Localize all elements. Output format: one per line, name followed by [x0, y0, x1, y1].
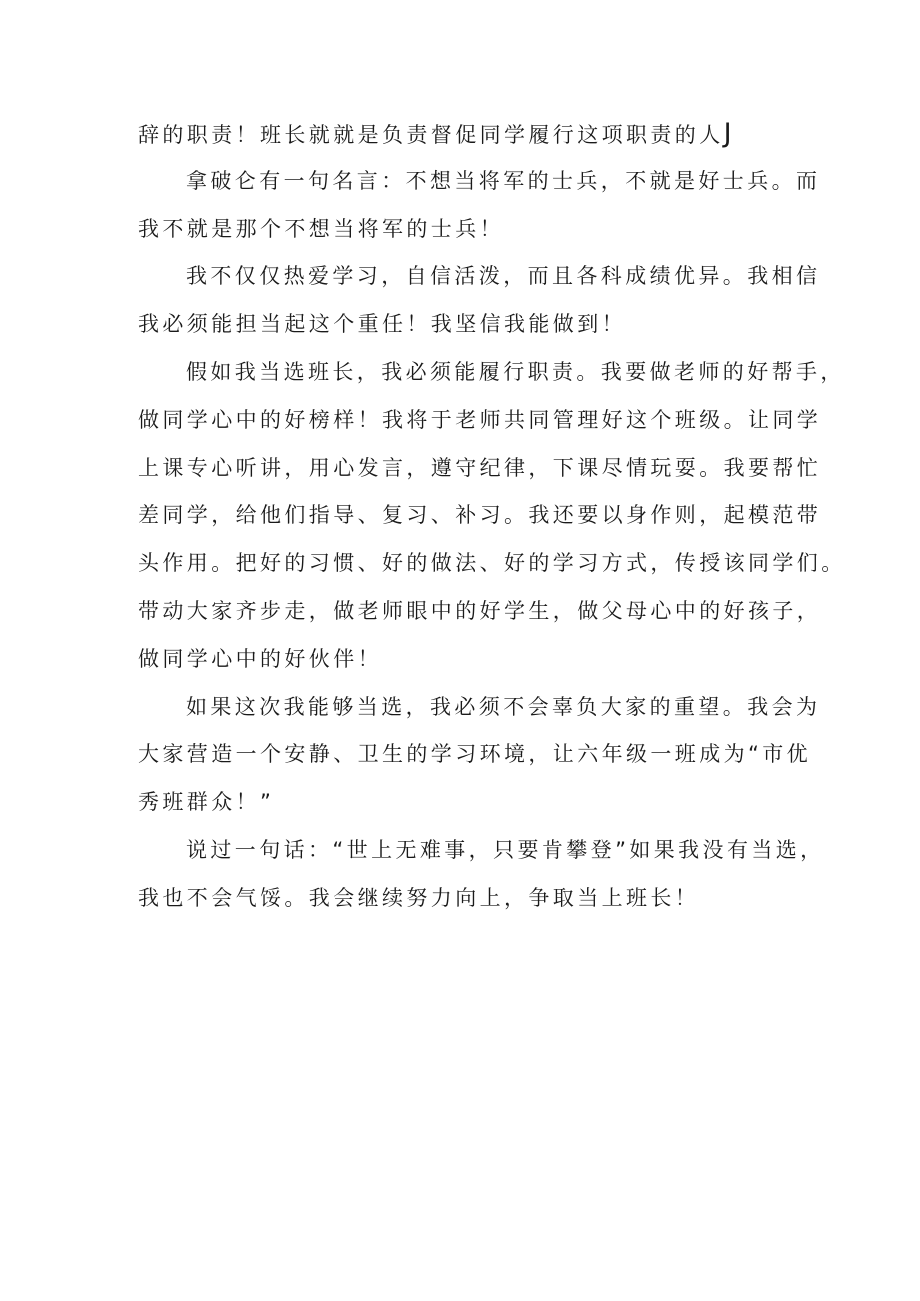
text-line: 拿破仑有一句名言：不想当将军的士兵，不就是好士兵。而 [186, 168, 821, 193]
text-line: 我也不会气馁。我会继续努力向上，争取当上班长！ [138, 885, 700, 910]
text-line: 差同学，给他们指导、复习、补习。我还要以身作则，起模范带 [138, 503, 822, 528]
text-line: 大家营造一个安静、卫生的学习环境，让六年级一班成为“市优 [138, 742, 812, 767]
text-line: 我必须能担当起这个重任！我坚信我能做到！ [138, 312, 626, 337]
text-line: 我不就是那个不想当将军的士兵！ [138, 216, 504, 241]
line-text: 辞的职责！班长就就是负责督促同学履行这项职责的人 [138, 123, 724, 147]
text-line [138, 110, 818, 158]
text-line: 做同学心中的好榜样！我将于老师共同管理好这个班级。让同学 [138, 407, 822, 432]
line-suffix: J [723, 118, 732, 149]
document-body [138, 110, 846, 923]
text-line: 头作用。把好的习惯、好的做法、好的学习方式，传授该同学们。 [138, 551, 846, 576]
text-line: 我不仅仅热爱学习，自信活泼，而且各科成绩优异。我相信 [186, 264, 821, 289]
text-line: 上课专心听讲，用心发言，遵守纪律，下课尽情玩耍。我要帮忙 [138, 455, 822, 480]
text-line: 秀班群众！” [138, 790, 275, 815]
text-line: 假如我当选班长，我必须能履行职责。我要做老师的好帮手， [186, 359, 845, 384]
text-line: 带动大家齐步走，做老师眼中的好学生，做父母心中的好孩子， [138, 598, 822, 623]
text-line: 如果这次我能够当选，我必须不会辜负大家的重望。我会为 [186, 694, 821, 719]
text-line: 说过一句话：“世上无难事，只要肯攀登”如果我没有当选， [186, 837, 825, 862]
text-line: 做同学心中的好伙伴！ [138, 646, 382, 671]
